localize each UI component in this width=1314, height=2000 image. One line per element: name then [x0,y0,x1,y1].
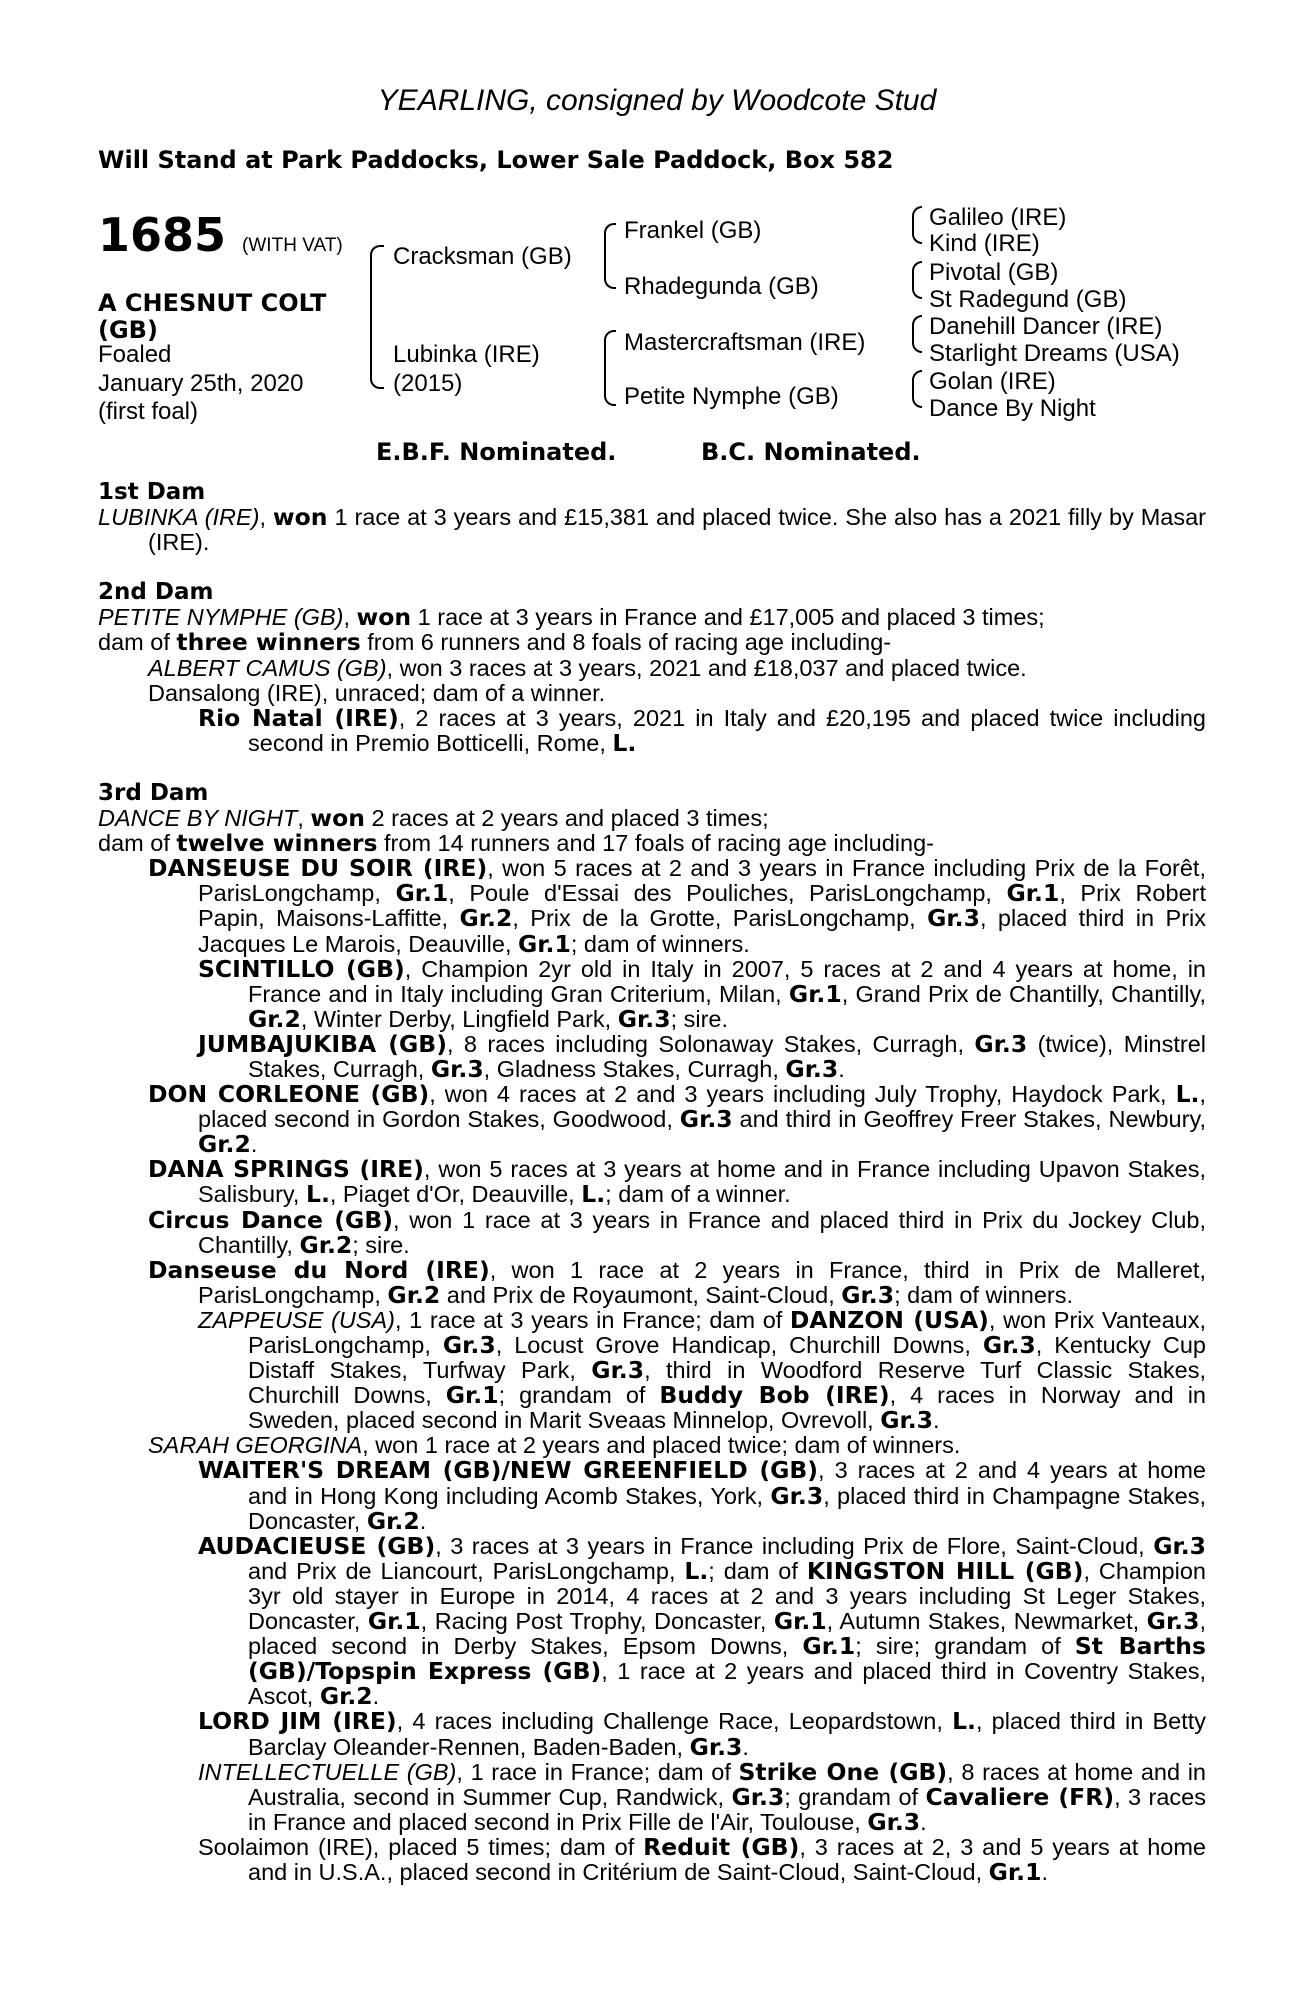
record-text: , Locust Grove Handicap, Churchill Downs, [495,1332,983,1358]
foal-note: (first foal) [98,398,199,425]
record-text: ; grandam of [498,1382,660,1409]
foaled-label: Foaled [98,341,172,368]
dam-record-line [98,1531,1206,1711]
record-text: , won 1 race at 2 years in France, third in Prix de Malleret, ParisLongchamp, [198,1256,1206,1308]
bold-text: Gr.2 [319,1682,373,1711]
dam-year: (2015) [393,370,463,397]
ggp-name-6: Starlight Dreams (USA) [929,340,1180,367]
bold-text: Gr.1 [445,1381,499,1410]
bold-text: DANA SPRINGS (IRE) [148,1155,424,1184]
stand-location: Will Stand at Park Paddocks, Lower Sale Paddock, Box 582 [98,146,894,174]
dam-record-line [98,856,1206,956]
record-text: , [343,604,357,631]
record-text: . [933,1407,940,1434]
bold-text: Gr.3 [679,1105,733,1134]
bold-text: Gr.1 [367,1607,421,1636]
record-text: . [419,1507,427,1534]
record-text: . [742,1733,749,1760]
record-text: ; sire. [352,1231,410,1258]
dam-record-line [98,505,1206,555]
dam-record-line [98,1433,1206,1458]
pedigree-brace [370,245,384,389]
record-text: , Prix de la Grotte, ParisLongchamp, [512,905,928,932]
dam-record-line [98,1832,1207,1886]
bold-text: Gr.1 [395,879,449,908]
dam-brace [604,330,616,406]
record-text: , third in Woodford Reserve Turf Classic Stakes, Churchill Downs, [248,1357,1206,1409]
record-text: and third in Geoffrey Freer Stakes, Newbury, [732,1106,1206,1133]
bold-text: Gr.2 [459,904,513,933]
ebf-nomination: E.B.F. Nominated. [376,438,617,466]
record-text: , 3 races at 3 years in France including Prix de Flore, Saint-Cloud, [435,1532,1154,1559]
record-text: , 8 races at home and in Australia, second in Summer Cup, Randwick, [248,1758,1206,1810]
record-text: , Poule d'Essai des Pouliches, ParisLongchamp, [448,880,1007,907]
record-text: , won 4 races at 2 and 3 years including July Trophy, Haydock Park, [429,1081,1176,1108]
italic-name: ALBERT CAMUS (GB) [148,654,387,681]
bold-text: Gr.3 [927,904,980,933]
record-text: , Grand Prix de Chantilly, Chantilly, [841,980,1207,1007]
record-text: . [838,1055,845,1082]
bold-text: WAITER'S DREAM (GB)/NEW GREENFIELD (GB) [198,1456,819,1485]
record-text: ; sire. [670,1005,729,1032]
record-text: , 2 races at 3 years, 2021 in Italy and £20,195 and placed twice including second in Premio Botticelli, Rome, [248,704,1207,756]
ggp-name-5: Danehill Dancer (IRE) [929,313,1163,340]
record-text: and Prix de Liancourt, ParisLongchamp, [248,1557,685,1584]
bold-text: JUMBAJUKIBA (GB) [198,1029,447,1058]
sire-sire-name: Frankel (GB) [624,217,762,244]
bold-text: L. [684,1556,709,1585]
record-text: from 6 runners and 8 foals of racing age including- [360,629,892,656]
dam-record-line [98,630,1206,655]
bold-text: DANSEUSE DU SOIR (IRE) [148,854,488,883]
italic-name: ZAPPEUSE (USA) [198,1306,395,1333]
bold-text: L. [612,728,637,757]
record-text: , [259,504,273,531]
dam-record-line [98,681,1206,706]
bold-text: Gr.3 [430,1054,484,1083]
bold-text: Danseuse du Nord (IRE) [148,1255,490,1284]
bold-text: Gr.1 [988,1857,1042,1886]
bold-text: Gr.3 [785,1054,839,1083]
record-text: , placed third in Prix Jacques Le Marois, Deauville, [198,905,1206,957]
bold-text: Gr.3 [1146,1607,1200,1636]
bold-text: Gr.2 [198,1130,251,1159]
dam-record-line [98,1205,1206,1259]
ggp-name-2: Kind (IRE) [929,230,1040,257]
bold-text: St Barths (GB)/Topspin Express (GB) [248,1632,1206,1686]
bold-text: Gr.1 [1006,879,1060,908]
bold-text: Gr.3 [442,1331,496,1359]
record-text: , placed third in Betty Barclay Oleander-Rennen, Baden-Baden, [248,1708,1207,1760]
record-text: , 1 race at 2 years and placed third in Coventry Stakes, Ascot, [248,1658,1206,1710]
record-text: ; dam of [708,1557,807,1584]
dam-heading: 1st Dam [98,479,206,505]
record-text: , Winter Derby, Lingfield Park, [300,1005,618,1032]
ggp-brace-2 [912,261,922,299]
bold-text: AUDACIEUSE (GB) [198,1531,436,1560]
record-text: , won 1 race at 3 years in France and placed third in Prix du Jockey Club, Chantilly, [198,1206,1206,1258]
record-text: , won 5 races at 2 and 3 years in France including Prix de la Forêt, ParisLongchamp, [198,855,1206,907]
dam-heading: 3rd Dam [98,779,209,806]
record-text: Soolaimon (IRE), placed 5 times; dam of [198,1833,644,1860]
bold-text: Gr.3 [867,1807,921,1836]
sire-brace [604,223,616,289]
bc-nomination: B.C. Nominated. [701,438,921,466]
italic-name: LUBINKA (IRE) [98,504,260,531]
bold-text: Rio Natal (IRE) [198,703,399,732]
sire-name: Cracksman (GB) [393,243,572,270]
ggp-brace-4 [912,370,922,408]
bold-text: L. [952,1707,976,1736]
dam-record-line [98,1709,1206,1759]
vat-note: (WITH VAT) [242,235,343,256]
bold-text: Buddy Bob (IRE) [659,1381,890,1410]
record-text: , [297,805,311,832]
ggp-brace-3 [912,315,922,353]
dam-sire-name: Mastercraftsman (IRE) [624,329,866,356]
bold-text: Gr.3 [770,1481,824,1510]
foaled-date: January 25th, 2020 [98,370,304,397]
sire-dam-name: Rhadegunda (GB) [624,273,819,300]
record-text: , placed second in Derby Stakes, Epsom Downs, [248,1608,1206,1660]
bold-text: DON CORLEONE (GB) [148,1080,430,1109]
record-text: , Piaget d'Or, Deauville, [329,1181,582,1208]
horse-origin: (GB) [98,316,158,344]
bold-text: Gr.1 [802,1632,856,1661]
record-text: , won 3 races at 3 years, 2021 and £18,037 and placed twice. [386,654,1027,681]
record-text: 1 race at 3 years in France and £17,005 and placed 3 times; [411,604,1045,631]
italic-name: SARAH GEORGINA [148,1432,363,1459]
record-text: , Prix Robert Papin, Maisons-Laffitte, [198,880,1206,932]
record-text: , 1 race in France; dam of [456,1758,739,1785]
bold-text: Gr.3 [880,1406,934,1435]
record-text: 1 race at 3 years and £15,381 and placed twice. She also has a 2021 filly by Masar (IRE). [148,504,1207,556]
dam-record-line [98,1757,1206,1836]
bold-text: L. [1175,1080,1200,1109]
record-text: , 8 races including Solonaway Stakes, Curragh, [446,1030,975,1057]
dam-record-line [98,806,1206,831]
bold-text: Gr.3 [689,1732,743,1761]
record-text: ; sire; grandam of [855,1633,1075,1660]
ggp-name-3: Pivotal (GB) [929,259,1059,286]
ggp-name-1: Galileo (IRE) [929,204,1067,231]
record-text: , won 5 races at 3 years at home and in France including Upavon Stakes, Salisbury, [198,1156,1206,1208]
bold-text: L. [581,1180,606,1209]
record-text: , placed third in Champagne Stakes, Doncaster, [248,1482,1206,1534]
record-text: . [920,1808,927,1835]
record-text: Dansalong (IRE), unraced; dam of a winner. [148,679,606,706]
ggp-brace-1 [912,206,922,244]
record-text: ; grandam of [784,1783,926,1810]
bold-text: three winners [176,628,361,657]
lot-number-line [98,208,343,262]
record-text: , Champion 2yr old in Italy in 2007, 5 races at 2 and 4 years at home, in France and in Italy including Gran Criterium, Milan, [248,955,1206,1007]
dam-record-line [98,656,1206,681]
italic-name: PETITE NYMPHE (GB) [98,604,344,631]
catalogue-heading: YEARLING, consigned by Woodcote Stud [377,84,937,117]
dam-record-line [98,605,1206,630]
record-text: ; dam of a winner. [605,1181,791,1208]
bold-text: Circus Dance (GB) [148,1205,393,1234]
bold-text: Gr.3 [982,1331,1036,1359]
dam-record-line [98,1305,1207,1435]
record-text: dam of [98,629,177,656]
horse-description: A CHESNUT COLT [98,289,327,317]
bold-text: twelve winners [176,829,378,858]
bold-text: Gr.2 [299,1230,353,1259]
record-text: from 14 runners and 17 foals of racing age including- [377,830,934,857]
bold-text: Gr.3 [841,1280,895,1309]
dam-record-line [98,703,1207,757]
dam-record-line [98,1082,1206,1157]
record-text: , 3 races at 2 and 4 years at home and in Hong Kong including Acomb Stakes, York, [248,1457,1206,1509]
lot-description [98,290,326,344]
record-text: , Kentucky Cup Distaff Stakes, Turfway Park, [248,1332,1206,1384]
record-text: , 4 races including Challenge Race, Leopardstown, [396,1708,953,1735]
bold-text: Gr.2 [387,1280,441,1309]
dam-record-line [98,1255,1206,1309]
bold-text: KINGSTON HILL (GB) [806,1556,1084,1585]
dam-record-line [98,954,1207,1033]
record-text: , Racing Post Trophy, Doncaster, [420,1608,774,1635]
record-text: . [372,1683,380,1710]
bold-text: Gr.3 [974,1029,1028,1058]
dam-dam-name: Petite Nymphe (GB) [624,383,839,410]
bold-text: LORD JIM (IRE) [198,1707,397,1736]
record-text: , Champion 3yr old stayer in Europe in 2014, 4 races at 2 and 3 years including St Leger Stakes, Doncaster, [248,1557,1206,1635]
bold-text: L. [305,1180,330,1209]
dam-record-line [98,831,1206,856]
italic-name: DANCE BY NIGHT [98,805,298,832]
record-text: , won Prix Vanteaux, ParisLongchamp, [248,1306,1206,1358]
bold-text: Gr.3 [617,1004,671,1033]
bold-text: Gr.3 [1153,1531,1206,1560]
dam-record-line [98,1029,1206,1083]
lot-number: 1685 [98,208,227,262]
bold-text: Reduit (GB) [643,1832,800,1861]
record-text: , won 1 race at 2 years and placed twice; dam of winners. [362,1432,961,1459]
record-text: , placed second in Gordon Stakes, Goodwood, [198,1081,1206,1133]
bold-text: won [356,603,412,632]
dam-sections [98,480,1206,1885]
bold-text: SCINTILLO (GB) [198,954,405,983]
record-text: , Gladness Stakes, Curragh, [483,1055,786,1082]
record-text: , 3 races in France and placed second in Prix Fille de l'Air, Toulouse, [248,1783,1206,1835]
record-text: (twice), Minstrel Stakes, Curragh, [248,1030,1206,1082]
record-text: ; dam of winners. [570,930,750,957]
record-text: ; dam of winners. [894,1281,1073,1308]
record-text: , 4 races in Norway and in Sweden, placed second in Marit Sveaas Minnelop, Ovrevoll, [248,1382,1207,1434]
bold-text: Gr.2 [248,1004,301,1033]
record-text: , 1 race at 3 years in France; dam of [394,1306,790,1333]
record-text: . [250,1131,258,1158]
bold-text: Gr.1 [788,979,842,1008]
record-text: dam of [98,830,177,857]
bold-text: DANZON (USA) [789,1305,989,1334]
bold-text: Gr.3 [731,1782,785,1811]
ggp-name-7: Golan (IRE) [929,368,1056,395]
dam-heading: 2nd Dam [98,579,214,606]
bold-text: Gr.3 [591,1356,645,1385]
ggp-name-4: St Radegund (GB) [929,286,1127,313]
bold-text: Strike One (GB) [738,1757,948,1786]
dam-record-line [98,1458,1206,1533]
bold-text: Gr.1 [518,929,571,958]
ggp-name-8: Dance By Night [929,395,1096,422]
dam-record-line [98,1157,1206,1207]
bold-text: won [310,804,366,833]
record-text: . [1041,1858,1048,1885]
bold-text: Gr.2 [366,1506,420,1535]
bold-text: Cavaliere (FR) [925,1782,1115,1811]
bold-text: Gr.1 [773,1607,827,1636]
record-text: , Autumn Stakes, Newmarket, [826,1608,1147,1635]
italic-name: INTELLECTUELLE (GB) [198,1758,457,1785]
bold-text: won [272,503,328,532]
record-text: 2 races at 2 years and placed 3 times; [365,805,769,832]
dam-name: Lubinka (IRE) [393,341,540,368]
record-text: , 3 races at 2, 3 and 5 years at home and in U.S.A., placed second in Critérium de Saint-Cloud, Saint-Cloud, [248,1833,1207,1885]
record-text: and Prix de Royaumont, Saint-Cloud, [440,1281,842,1308]
